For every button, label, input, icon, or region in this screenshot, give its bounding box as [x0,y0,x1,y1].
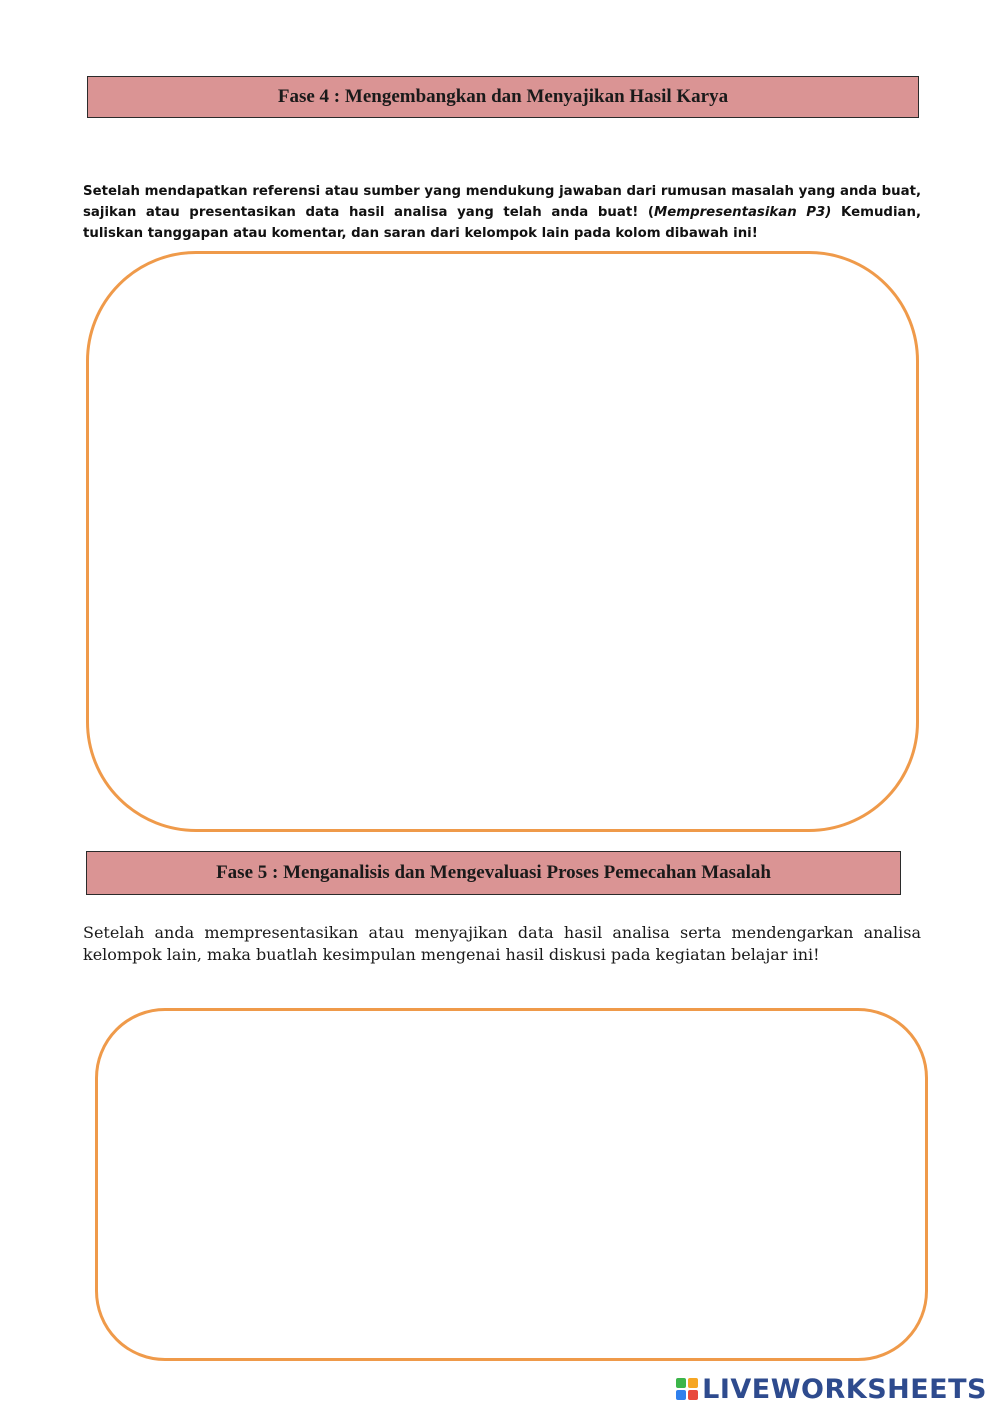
phase-4-instruction-part2: Kemudian, tuliskan tanggapan atau komentar, dan saran dari kelompok lain pada kolom dibawah ini! [83,205,921,241]
phase-5-answer-box[interactable] [95,1008,928,1361]
phase-4-instruction-italic: Mempresentasikan P3) [654,205,832,220]
phase-5-title: Fase 5 : Menganalisis dan Mengevaluasi Proses Pemecahan Masalah [216,862,771,883]
phase-4-answer-box[interactable] [86,251,919,832]
phase-5-header [86,851,901,895]
phase-4-instruction-part1: Setelah mendapatkan referensi atau sumber yang mendukung jawaban dari rumusan masalah yang anda buat, sajikan atau presentasikan data hasil analisa yang telah anda buat! ( [83,184,921,220]
liveworksheets-logo-icon [676,1378,698,1400]
phase-4-title: Fase 4 : Mengembangkan dan Menyajikan Hasil Karya [277,86,729,107]
phase-4-instruction [83,181,921,244]
phase-5-instruction: Setelah anda mempresentasikan atau menyajikan data hasil analisa serta mendengarkan analisa kelompok lain, maka buatlah kesimpulan mengenai hasil diskusi pada kegiatan belajar ini! [83,923,921,964]
liveworksheets-brand [676,1374,987,1404]
logo-square-2 [688,1378,698,1388]
brand-text: LIVEWORKSHEETS [702,1373,987,1405]
logo-square-4 [688,1390,698,1400]
logo-square-1 [676,1378,686,1388]
logo-square-3 [676,1390,686,1400]
phase-4-header [87,76,919,118]
